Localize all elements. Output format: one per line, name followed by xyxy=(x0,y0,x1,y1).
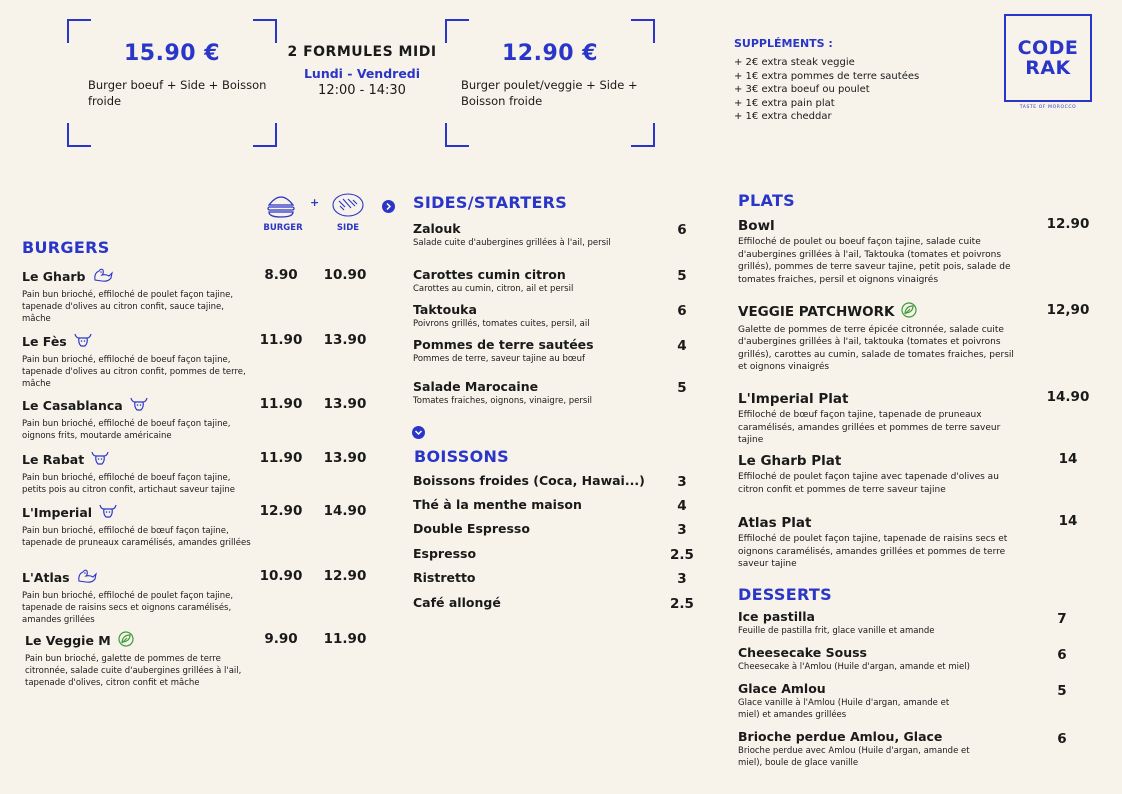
burger-price: 12.90 xyxy=(259,503,303,519)
dessert-name: Glace Amlou xyxy=(738,681,826,696)
dessert-desc: Feuille de pastilla frit, glace vanille et amande xyxy=(738,626,935,636)
drink-price: 4 xyxy=(677,498,687,514)
formula-title: 2 FORMULES MIDI xyxy=(287,44,437,60)
burger-name: Le Casablanca xyxy=(22,398,123,413)
side-price: 6 xyxy=(677,222,687,238)
burger-desc: Pain bun brioché, effiloché de boeuf façon tajine, petits pois au citron confit, artichaut saveur tajine xyxy=(22,472,235,495)
plat-price: 14 xyxy=(1058,513,1078,529)
burger-desc: Pain bun brioché, effiloché de boeuf façon tajine, oignons frits, moutarde américaine xyxy=(22,418,231,441)
side-name: Salade Marocaine xyxy=(413,379,539,394)
veggie-leaf-icon xyxy=(900,302,918,322)
bull-icon xyxy=(73,332,93,352)
burger-item xyxy=(22,395,252,442)
dessert-item xyxy=(738,645,973,673)
formula-info xyxy=(283,44,441,98)
burger-desc: Pain bun brioché, effiloché de boeuf façon tajine, tapenade d'olives au citron confit, pommes de terre, mâche xyxy=(22,354,246,389)
dessert-price: 6 xyxy=(1057,647,1067,663)
supplements xyxy=(734,37,964,124)
desserts-title: DESSERTS xyxy=(738,585,832,604)
plat-item xyxy=(738,512,1023,571)
plat-item xyxy=(738,450,1023,496)
formula-hours: 12:00 - 14:30 xyxy=(318,83,406,98)
supplement-item: + 1€ extra cheddar xyxy=(734,111,832,122)
plats-title: PLATS xyxy=(738,191,795,210)
side-desc: Tomates fraiches, oignons, vinaigre, persil xyxy=(413,396,593,406)
chicken-icon xyxy=(92,267,114,287)
burger-desc: Pain bun brioché, galette de pommes de terre citronnée, salade cuite d'aubergines grillées à l'ail, tapenade d'olives, citron confit et mâche xyxy=(25,653,242,688)
col-header-burger: BURGER xyxy=(263,223,303,233)
frame-corner xyxy=(67,19,91,43)
dessert-item xyxy=(738,609,973,637)
side-desc: Carottes au cumin, citron, ail et persil xyxy=(413,284,574,294)
plat-name: L'Imperial Plat xyxy=(738,391,849,407)
burger-side-price: 13.90 xyxy=(323,332,367,348)
burger-item xyxy=(22,449,252,496)
burger-price: 9.90 xyxy=(264,631,298,647)
drink-price: 3 xyxy=(677,522,687,538)
burger-price: 10.90 xyxy=(259,568,303,584)
frame-corner xyxy=(253,19,277,43)
drink-name: Double Espresso xyxy=(413,521,530,536)
side-desc: Salade cuite d'aubergines grillées à l'ail, persil xyxy=(413,238,611,248)
frame-corner xyxy=(253,123,277,147)
supplement-item: + 1€ extra pain plat xyxy=(734,97,835,109)
burger-side-price: 12.90 xyxy=(323,568,367,584)
formula-box-1 xyxy=(67,19,277,147)
formula-1-price: 15.90 € xyxy=(123,41,221,66)
chicken-icon xyxy=(76,568,98,588)
bull-icon xyxy=(98,503,118,523)
col-header-side: SIDE xyxy=(336,223,360,233)
plat-price: 12.90 xyxy=(1046,216,1090,232)
logo-line-2: RAK xyxy=(1025,57,1071,79)
plat-name: Atlas Plat xyxy=(738,515,812,531)
logo xyxy=(1004,14,1092,110)
dessert-item xyxy=(738,681,973,721)
drink-name: Ristretto xyxy=(413,570,476,585)
burger-side-price: 14.90 xyxy=(323,503,367,519)
plat-item xyxy=(738,301,1023,374)
boissons-title: BOISSONS xyxy=(414,447,509,466)
dessert-name: Brioche perdue Amlou, Glace xyxy=(738,729,943,744)
burger-name: Le Rabat xyxy=(22,452,85,467)
plat-desc: Effiloché de poulet ou boeuf façon tajine, salade cuite d'aubergines grillées à l'ail, Taktouka (tomates et poivrons grillés), pommes de terre saveur tajine, petit pois, salade de tomates fraiches, persil et oignons vinaigrés xyxy=(738,237,1011,285)
burger-price: 8.90 xyxy=(264,267,298,283)
drink-name: Espresso xyxy=(413,546,477,561)
side-price: 5 xyxy=(677,380,687,396)
side-item xyxy=(413,379,613,407)
burger-side-price: 10.90 xyxy=(323,267,367,283)
plat-item xyxy=(738,388,1023,447)
drink-price: 2.5 xyxy=(670,596,694,612)
burger-side-price: 13.90 xyxy=(323,450,367,466)
burger-name: L'Atlas xyxy=(22,570,70,585)
sides-title: SIDES/STARTERS xyxy=(413,193,568,212)
drink-name: Thé à la menthe maison xyxy=(413,497,582,512)
formula-2-desc: Burger poulet/veggie + Side + Boisson froide xyxy=(461,78,638,108)
burgers-title: BURGERS xyxy=(22,238,110,257)
burger-name: Le Fès xyxy=(22,334,67,349)
dessert-name: Ice pastilla xyxy=(738,609,815,624)
burger-price: 11.90 xyxy=(259,450,303,466)
side-name: Pommes de terre sautées xyxy=(413,337,594,352)
burger-desc: Pain bun brioché, effiloché de poulet façon tajine, tapenade de raisins secs et oignons caramélisés, amandes grillées xyxy=(22,590,234,625)
formula-1-desc: Burger boeuf + Side + Boisson froide xyxy=(88,78,267,108)
drink-price: 3 xyxy=(677,474,687,490)
formula-2-price: 12.90 € xyxy=(501,41,599,66)
plat-price: 14 xyxy=(1058,451,1078,467)
drink-price: 2.5 xyxy=(670,547,694,563)
side-name: Taktouka xyxy=(413,302,477,317)
plat-price: 14.90 xyxy=(1046,389,1090,405)
side-item xyxy=(413,267,613,295)
plat-desc: Effiloché de bœuf façon tajine, tapenade de pruneaux caramélisés, amandes grillées et pommes de terre saveur tajine xyxy=(738,410,1001,445)
dessert-item xyxy=(738,729,973,769)
side-desc: Poivrons grillés, tomates cuites, persil, ail xyxy=(413,319,590,329)
dessert-desc: Cheesecake à l'Amlou (Huile d'argan, amande et miel) xyxy=(738,662,970,672)
burger-side-price: 11.90 xyxy=(323,631,367,647)
drink-name: Boissons froides (Coca, Hawai...) xyxy=(413,473,645,488)
plat-price: 12,90 xyxy=(1046,302,1090,318)
burger-item xyxy=(22,567,252,626)
plat-desc: Effiloché de poulet façon tajine avec tapenade d'olives au citron confit et pommes de terre saveur tajine xyxy=(738,472,999,495)
burger-item xyxy=(22,331,252,390)
supplements-title: SUPPLÉMENTS : xyxy=(734,37,833,50)
logo-line-1: CODE xyxy=(1017,37,1079,59)
burger-desc: Pain bun brioché, effiloché de bœuf façon tajine, tapenade de pruneaux caramélisés, amandes grillées xyxy=(22,525,251,548)
formula-days: Lundi - Vendredi xyxy=(303,66,421,81)
drink-name: Café allongé xyxy=(413,595,501,610)
dessert-price: 6 xyxy=(1057,731,1067,747)
side-price: 4 xyxy=(677,338,687,354)
dessert-desc: Glace vanille à l'Amlou (Huile d'argan, amande et miel) et amandes grillées xyxy=(738,698,950,720)
dessert-desc: Brioche perdue avec Amlou (Huile d'argan, amande et miel), boule de glace vanille xyxy=(738,746,970,768)
burger-name: L'Imperial xyxy=(22,505,93,520)
side-col-icon xyxy=(331,191,365,223)
plus-sign: + xyxy=(310,196,320,209)
frame-corner xyxy=(631,19,655,43)
burger-item xyxy=(22,502,252,549)
formula-box-2 xyxy=(445,19,655,147)
side-item xyxy=(413,221,613,249)
dessert-name: Cheesecake Souss xyxy=(738,645,867,660)
burger-name: Le Gharb xyxy=(22,269,86,284)
burger-side-price: 13.90 xyxy=(323,396,367,412)
side-item xyxy=(413,302,613,330)
burger-col-icon xyxy=(266,193,296,223)
side-name: Carottes cumin citron xyxy=(413,267,566,282)
frame-corner xyxy=(67,123,91,147)
plat-name: Bowl xyxy=(738,218,775,234)
burger-price: 11.90 xyxy=(259,332,303,348)
side-desc: Pommes de terre, saveur tajine au bœuf xyxy=(413,354,585,364)
burger-name: Le Veggie M xyxy=(25,633,111,648)
bull-icon xyxy=(129,396,149,416)
drink-price: 3 xyxy=(677,571,687,587)
frame-corner xyxy=(445,19,469,43)
bull-icon xyxy=(90,450,110,470)
plat-name: VEGGIE PATCHWORK xyxy=(738,304,895,320)
plat-name: Le Gharb Plat xyxy=(738,453,842,469)
dessert-price: 5 xyxy=(1057,683,1067,699)
arrow-down-icon xyxy=(412,424,425,443)
frame-corner xyxy=(445,123,469,147)
veggie-leaf-icon xyxy=(117,631,135,651)
arrow-right-icon xyxy=(382,198,395,217)
supplement-item: + 1€ extra pommes de terre sautées xyxy=(734,70,920,82)
burger-item xyxy=(25,630,255,689)
logo-tagline: TASTE OF MOROCCO xyxy=(1019,105,1077,110)
supplement-item: + 3€ extra boeuf ou poulet xyxy=(734,84,870,95)
plat-desc: Galette de pommes de terre épicée citronnée, salade cuite d'aubergines grillées à l'ail, taktouka (tomates et poivrons grillés), carottes au cumin, salade de tomates fraiches, persil et oignons vinaigrés xyxy=(738,324,1014,372)
side-price: 5 xyxy=(677,268,687,284)
frame-corner xyxy=(631,123,655,147)
burger-desc: Pain bun brioché, effiloché de poulet façon tajine, tapenade d'olives au citron confit, sauce tajine, mâche xyxy=(22,289,234,324)
dessert-price: 7 xyxy=(1057,611,1067,627)
plat-item xyxy=(738,215,1023,286)
side-name: Zalouk xyxy=(413,221,461,236)
supplement-item: + 2€ extra steak veggie xyxy=(734,57,855,68)
plat-desc: Effiloché de poulet façon tajine, tapenade de raisins secs et oignons caramélisés, amandes grillées et pommes de terre saveur tajine xyxy=(738,534,1008,569)
side-item xyxy=(413,337,613,365)
burger-price: 11.90 xyxy=(259,396,303,412)
burger-item xyxy=(22,266,252,325)
side-price: 6 xyxy=(677,303,687,319)
